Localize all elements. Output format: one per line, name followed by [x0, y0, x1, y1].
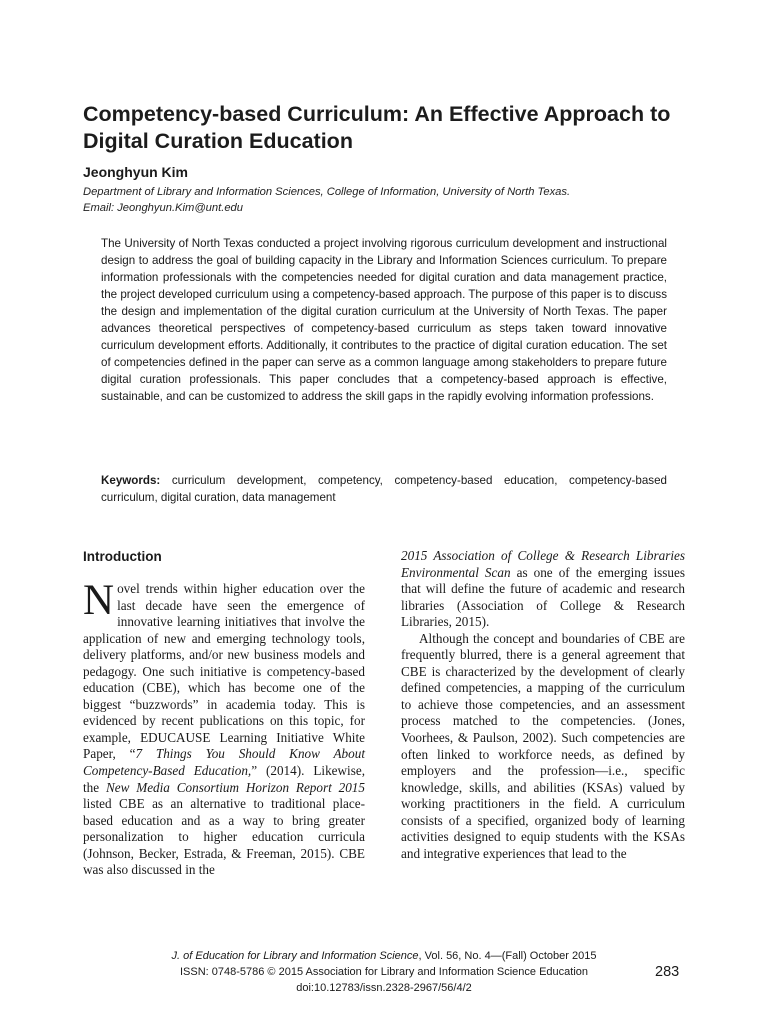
abstract: The University of North Texas conducted a project involving rigorous curriculum development and instructional design to address the goal of building capacity in the Library and Information Sciences curriculum. To prepare information professionals with the competencies needed for digital curation and data management practice, the project developed curriculum using a competency-based approach. The purpose of this paper is to discuss the design and implementation of the digital curation curriculum at the University of North Texas. The paper advances theoretical perspectives of competency-based curriculum as steps taken toward innovative curriculum development efforts. Additionally, it contributes to the practice of digital curation education. The set of competencies defined in the paper can serve as a common language among stakeholders to prepare future digital curation professionals. This paper concludes that a competency-based approach is effective, sustainable, and can be customized to address the skill gaps in the rapidly evolving information professions. [101, 237, 667, 403]
journal-name: J. of Education for Library and Information Science [171, 950, 419, 962]
cited-title: 2015 Association of College & Research Libraries Environmental Scan [401, 548, 685, 580]
journal-volume: , Vol. 56, No. 4—(Fall) October 2015 [418, 950, 597, 962]
footer-journal-line [83, 948, 685, 964]
text-run: ” (2014). Likewise, the [83, 763, 365, 795]
footer-issn: ISSN: 0748-5786 © 2015 Association for Library and Information Science Education [179, 966, 588, 978]
author-affiliation: Department of Library and Information Sciences, College of Information, University of North Texas. [83, 186, 571, 198]
keywords-list: curriculum development, competency, competency-based education, competency-based curriculum, digital curation, data management [101, 474, 667, 504]
page-footer [83, 948, 685, 996]
text-run: as one of the emerging issues that will define the future of academic and research libraries (Association of College & Research Libraries, 2015). [401, 564, 685, 630]
intro-paragraph-1-continued [401, 548, 685, 631]
cited-title: 7 Things You Should Know About Competency-Based Education, [83, 746, 365, 779]
intro-paragraph-2: Although the concept and boundaries of CBE are frequently blurred, there is a general agreement that CBE is characterized by the development of clearly defined competencies, a mapping of the curriculum to achieve those competencies, and an assessment process matched to the competencies. (Jones, Voorhees, & Paulson, 2002). Such competencies are often linked to workforce needs, as defined by employers and the profession—i.e., specific knowledge, skills, and abilities (KSAs) valued by working practitioners in the field. A curriculum consists of a specified, organized body of learning activities designed to equip students with the KSAs and integrative experiences that lead to the [401, 630, 685, 861]
footer-doi: doi:10.12783/issn.2328-2967/56/4/2 [296, 982, 472, 994]
page-number: 283 [655, 964, 680, 980]
author-email-line [83, 200, 683, 216]
article-title: Competency-based Curriculum: An Effective Approach to Digital Curation Education [83, 102, 671, 153]
cited-title: New Media Consortium Horizon Report 2015 [105, 779, 365, 795]
section-heading-introduction: Introduction [83, 549, 162, 564]
author-email[interactable]: Jeonghyun.Kim@unt.edu [117, 202, 244, 214]
keywords-label: Keywords: [101, 474, 161, 487]
text-run: listed CBE as an alternative to traditional place-based education and as a way to bring greater personalization to higher education curricula (Johnson, Becker, Estrada, & Freeman, 2015). CBE was also discussed in the [83, 796, 365, 878]
drop-cap: N [83, 577, 115, 624]
body-column-left [83, 577, 365, 879]
keywords [101, 472, 667, 506]
text-run: ovel trends within higher education over the last decade have seen the emergence of innovative learning initiatives that involve the application of new and emerging technology tools, delivery platforms, and/or new business models and pedagogy. One such initiative is competency-based education (CBE), which has become one of the biggest “buzzwords” in academia today. This is evidenced by recent publications on this topic, for example, EDUCAUSE Learning Initiative White Paper, “ [83, 581, 365, 762]
author-affiliation-block [83, 184, 683, 216]
author-name: Jeonghyun Kim [83, 164, 189, 180]
email-label: Email: [83, 202, 115, 214]
intro-paragraph-1 [83, 577, 365, 879]
body-column-right [401, 548, 685, 862]
